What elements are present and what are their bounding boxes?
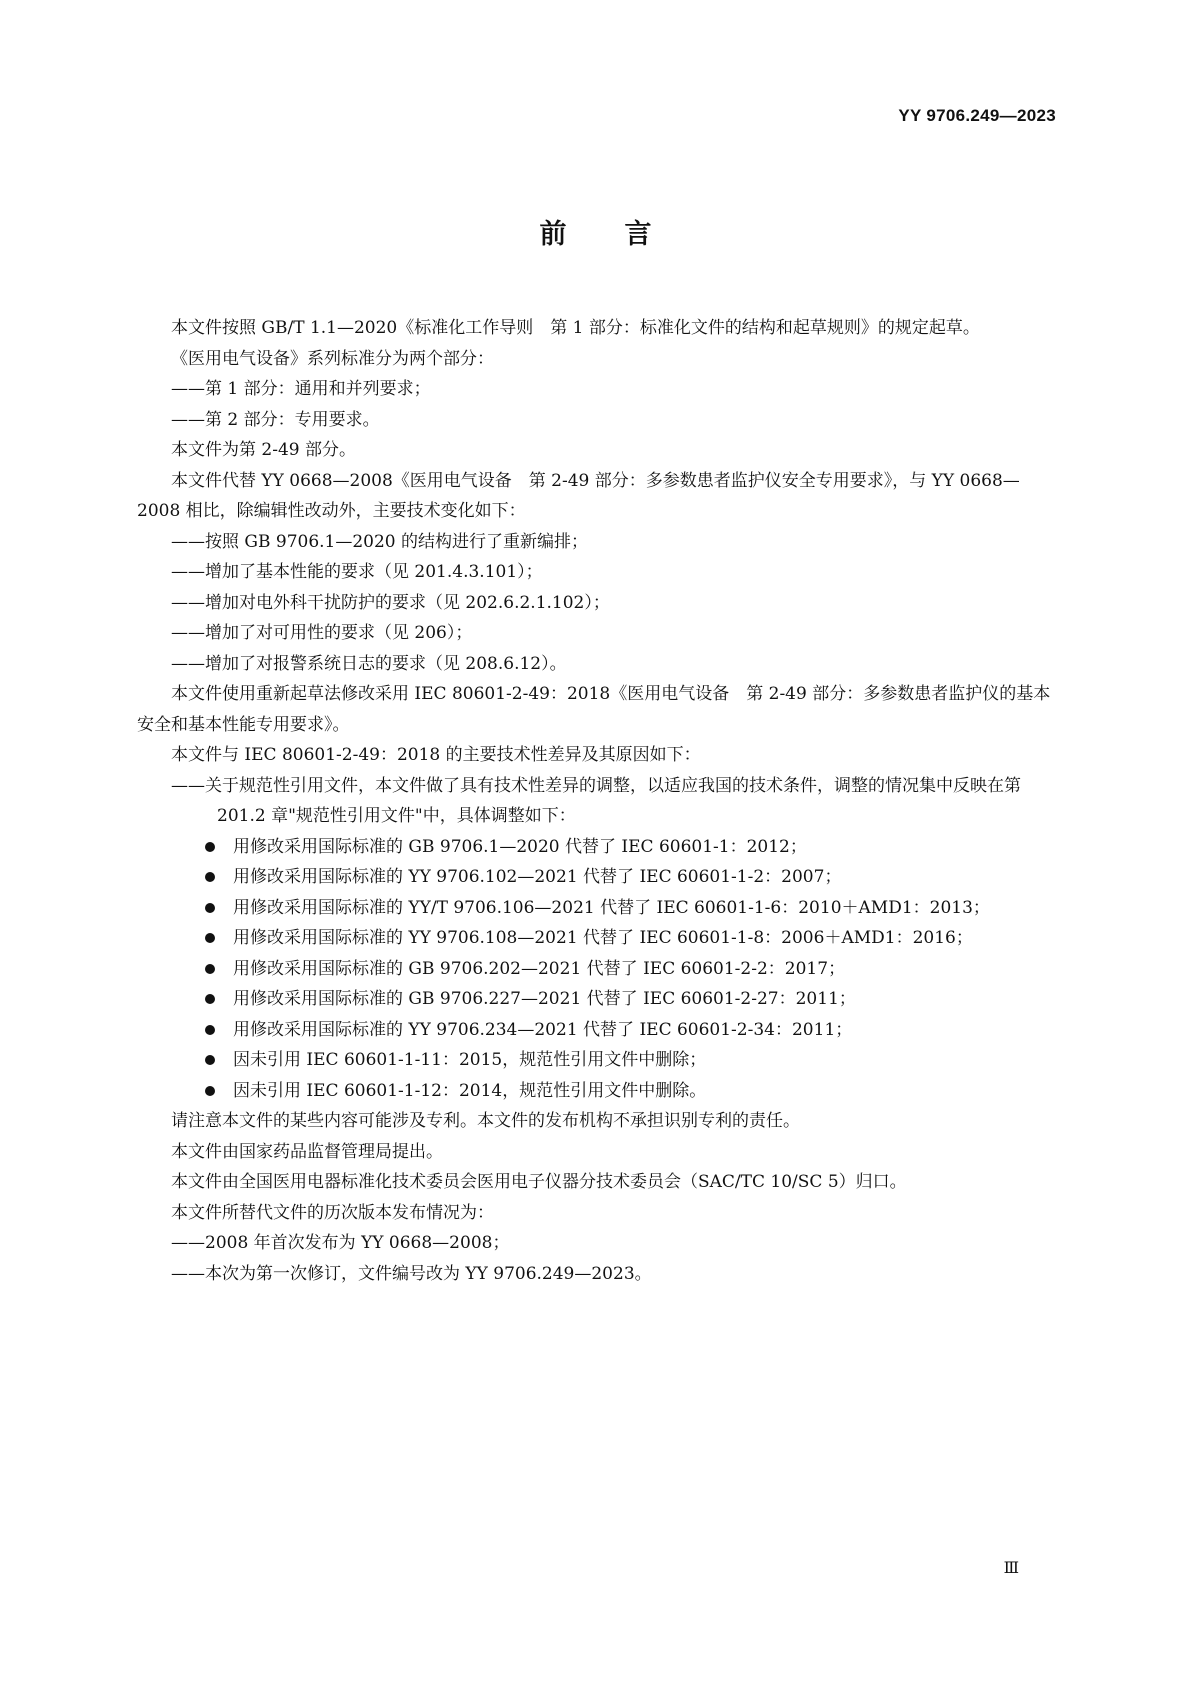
bullet-dot-icon [205, 903, 215, 913]
bullet-dot-icon [205, 964, 215, 974]
page-number: Ⅲ [1003, 1558, 1019, 1577]
list-item-history-current: ——本次为第一次修订，文件编号改为 YY 9706.249—2023。 [171, 1263, 652, 1284]
paragraph-proposer: 本文件由国家药品监督管理局提出。 [171, 1141, 443, 1162]
bullet-dot-icon [205, 994, 215, 1004]
bullet-item: 用修改采用国际标准的 GB 9706.227—2021 代替了 IEC 60601-2-27：2011； [137, 984, 1057, 1015]
foreword-body [137, 313, 1057, 1289]
list-item-part1: ——第 1 部分：通用和并列要求； [171, 379, 431, 399]
bullet-dot-icon [205, 842, 215, 852]
bullet-dot-icon [205, 1025, 215, 1035]
bullet-item: 用修改采用国际标准的 YY/T 9706.106—2021 代替了 IEC 60601-1-6：2010＋AMD1：2013； [137, 893, 1057, 924]
bullet-dot-icon [205, 933, 215, 943]
bullet-dot-icon [205, 872, 215, 882]
list-item-history-2008: ——2008 年首次发布为 YY 0668—2008； [171, 1233, 510, 1253]
paragraph-patent-notice: 请注意本文件的某些内容可能涉及专利。本文件的发布机构不承担识别专利的责任。 [171, 1111, 800, 1131]
list-item-change-structure: ——按照 GB 9706.1—2020 的结构进行了重新编排； [171, 531, 589, 552]
bullet-dot-icon [205, 1086, 215, 1096]
bullet-item: 用修改采用国际标准的 YY 9706.102—2021 代替了 IEC 60601-1-2：2007； [137, 862, 1057, 893]
list-item-change-usability: ——增加了对可用性的要求（见 206）； [171, 623, 473, 643]
list-item-change-electrosurgery: ——增加对电外科干扰防护的要求（见 202.6.2.1.102）； [171, 592, 610, 613]
bullet-item: 因未引用 IEC 60601-1-11：2015，规范性引用文件中删除； [137, 1045, 1057, 1076]
paragraph-part-number: 本文件为第 2-49 部分。 [171, 440, 356, 460]
bullet-item: 用修改采用国际标准的 GB 9706.202—2021 代替了 IEC 60601-2-2：2017； [137, 954, 1057, 985]
bullet-item: 用修改采用国际标准的 YY 9706.108—2021 代替了 IEC 60601-1-8：2006＋AMD1：2016； [137, 923, 1057, 954]
paragraph-replaces: 本文件代替 YY 0668—2008《医用电气设备 第 2-49 部分：多参数患者监护仪安全专用要求》，与 YY 0668—2008 相比，除编辑性改动外，主要技术变化如下： [137, 470, 1020, 521]
list-item-normative-references: ——关于规范性引用文件，本文件做了具有技术性差异的调整，以适应我国的技术条件，调整的情况集中反映在第 201.2 章"规范性引用文件"中，具体调整如下： [171, 775, 1021, 826]
paragraph-drafting-basis: 本文件按照 GB/T 1.1—2020《标准化工作导则 第 1 部分：标准化文件的结构和起草规则》的规定起草。 [171, 318, 980, 338]
reference-adjustments-list [137, 832, 1057, 1107]
bullet-dot-icon [205, 1055, 215, 1065]
paragraph-technical-committee: 本文件由全国医用电器标准化技术委员会医用电子仪器分技术委员会（SAC/TC 10/SC 5）归口。 [171, 1172, 907, 1192]
paragraph-differences-intro: 本文件与 IEC 80601-2-49：2018 的主要技术性差异及其原因如下： [171, 745, 701, 765]
bullet-item: 用修改采用国际标准的 GB 9706.1—2020 代替了 IEC 60601-1：2012； [137, 832, 1057, 863]
list-item-part2: ——第 2 部分：专用要求。 [171, 409, 380, 430]
paragraph-adoption: 本文件使用重新起草法修改采用 IEC 80601-2-49：2018《医用电气设备 第 2-49 部分：多参数患者监护仪的基本安全和基本性能专用要求》。 [137, 684, 1051, 735]
list-item-change-essential-performance: ——增加了基本性能的要求（见 201.4.3.101）； [171, 562, 543, 582]
paragraph-history-intro: 本文件所替代文件的历次版本发布情况为： [171, 1202, 494, 1223]
document-number: YY 9706.249—2023 [898, 106, 1056, 125]
bullet-item: 因未引用 IEC 60601-1-12：2014，规范性引用文件中删除。 [137, 1076, 1057, 1107]
page-title: 前言 [539, 219, 710, 250]
paragraph-series-intro: 《医用电气设备》系列标准分为两个部分： [171, 348, 494, 369]
bullet-item: 用修改采用国际标准的 YY 9706.234—2021 代替了 IEC 60601-2-34：2011； [137, 1015, 1057, 1046]
list-item-change-alarm-log: ——增加了对报警系统日志的要求（见 208.6.12）。 [171, 653, 567, 674]
